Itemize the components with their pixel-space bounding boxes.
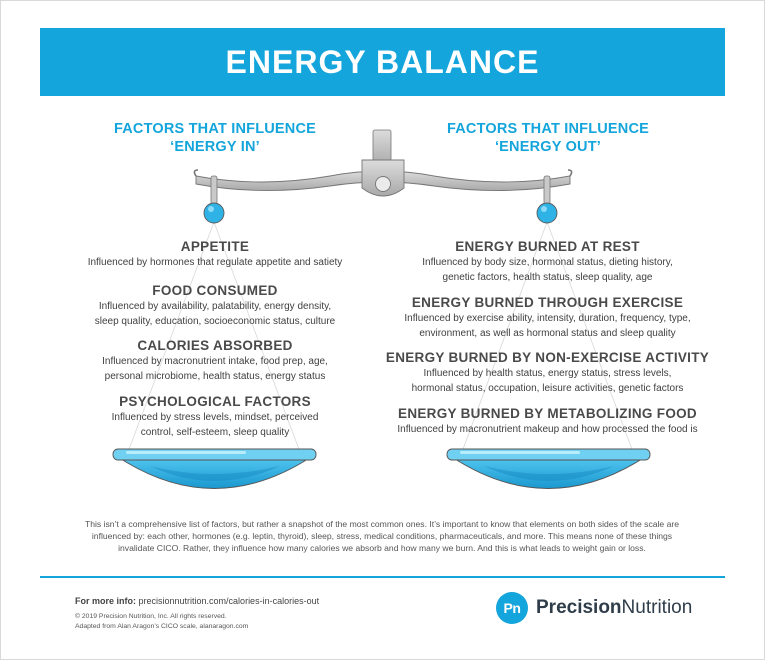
factor-appetite (65, 239, 365, 270)
factor-title: ENERGY BURNED BY METABOLIZING FOOD (398, 406, 697, 421)
right-hanger-ball (537, 203, 557, 223)
energy-out-heading-line2: ‘ENERGY OUT’ (494, 139, 602, 155)
energy-in-heading-line1: FACTORS THAT INFLUENCE (113, 121, 317, 137)
factor-calories-absorbed (65, 338, 365, 384)
more-info-label: For more info: (75, 596, 136, 606)
factor-energy-metabolizing (385, 406, 710, 437)
factor-description: Influenced by macronutrient intake, food prep, age, (102, 356, 328, 367)
factor-energy-at-rest (385, 239, 710, 285)
factor-description: sleep quality, education, socioeconomic status, culture (94, 316, 336, 327)
more-info-link[interactable]: precisionnutrition.com/calories-in-calories-out (138, 596, 320, 606)
factor-title: ENERGY BURNED BY NON-EXERCISE ACTIVITY (385, 350, 710, 365)
factor-title: ENERGY BURNED THROUGH EXERCISE (411, 295, 684, 310)
factor-description: Influenced by macronutrient makeup and how processed the food is (397, 424, 698, 435)
factor-title: PSYCHOLOGICAL FACTORS (119, 394, 311, 409)
logo-word-precision: Precision (536, 597, 622, 618)
factor-psychological (65, 394, 365, 440)
copyright-block (75, 612, 248, 632)
factor-description: Influenced by availability, palatability, energy density, (98, 301, 332, 312)
factor-food-consumed (65, 283, 365, 329)
factor-description: personal microbiome, health status, energy status (104, 371, 326, 382)
factor-description: Influenced by hormones that regulate appetite and satiety (87, 257, 343, 268)
factor-description: Influenced by stress levels, mindset, perceived (111, 412, 319, 423)
right-pan (447, 449, 650, 489)
energy-in-heading-line2: ‘ENERGY IN’ (170, 139, 260, 155)
factor-description: Influenced by body size, hormonal status, dieting history, (422, 257, 673, 268)
page-title: ENERGY BALANCE (225, 43, 540, 80)
more-info (75, 596, 319, 606)
factor-title: APPETITE (180, 239, 250, 254)
disclaimer-line: This isn’t a comprehensive list of factors, but rather a snapshot of the most common ones. It’s important to know that elements on both sides of the scale are (84, 519, 680, 529)
factor-energy-exercise (385, 295, 710, 341)
left-hanger-ball (204, 203, 224, 223)
factor-description: environment, as well as hormonal status and sleep quality (419, 328, 676, 339)
factor-description: Influenced by exercise ability, intensity, duration, frequency, type, (404, 313, 691, 324)
left-pan (113, 449, 316, 489)
factor-description: hormonal status, occupation, leisure activities, genetic factors (411, 383, 684, 394)
factor-title: ENERGY BURNED AT REST (455, 239, 640, 254)
disclaimer-line: invalidate CICO. Rather, they influence how many calories we absorb and how many we burn. And this is what leads to weight gain or loss. (118, 543, 646, 553)
factor-description: Influenced by health status, energy status, stress levels, (423, 368, 672, 379)
right-hanger (544, 176, 550, 204)
copyright-text: © 2019 Precision Nutrition, Inc. All rights reserved. (75, 613, 227, 620)
logo-mark-icon: Pn (496, 592, 528, 624)
logo-word-nutrition: Nutrition (621, 597, 693, 618)
factor-description: genetic factors, health status, sleep quality, age (442, 272, 653, 283)
disclaimer-line: influenced by: each other, hormones (e.g. leptin, thyroid), sleep, stress, medical conditions, pharmaceuticals, and more. This means none of these things (91, 531, 673, 541)
footer-divider (40, 576, 725, 578)
factor-energy-non-exercise (385, 350, 710, 396)
adapted-credit: Adapted from Alan Aragon’s CICO scale, alanaragon.com (75, 623, 249, 630)
left-hanger (211, 176, 217, 204)
disclaimer-text (82, 518, 682, 554)
energy-out-heading-line1: FACTORS THAT INFLUENCE (446, 121, 650, 137)
logo-wordmark (536, 597, 692, 619)
factor-title: CALORIES ABSORBED (137, 338, 293, 353)
precision-nutrition-logo (496, 592, 692, 624)
factor-description: control, self-esteem, sleep quality (140, 427, 290, 438)
factor-title: FOOD CONSUMED (152, 283, 278, 298)
